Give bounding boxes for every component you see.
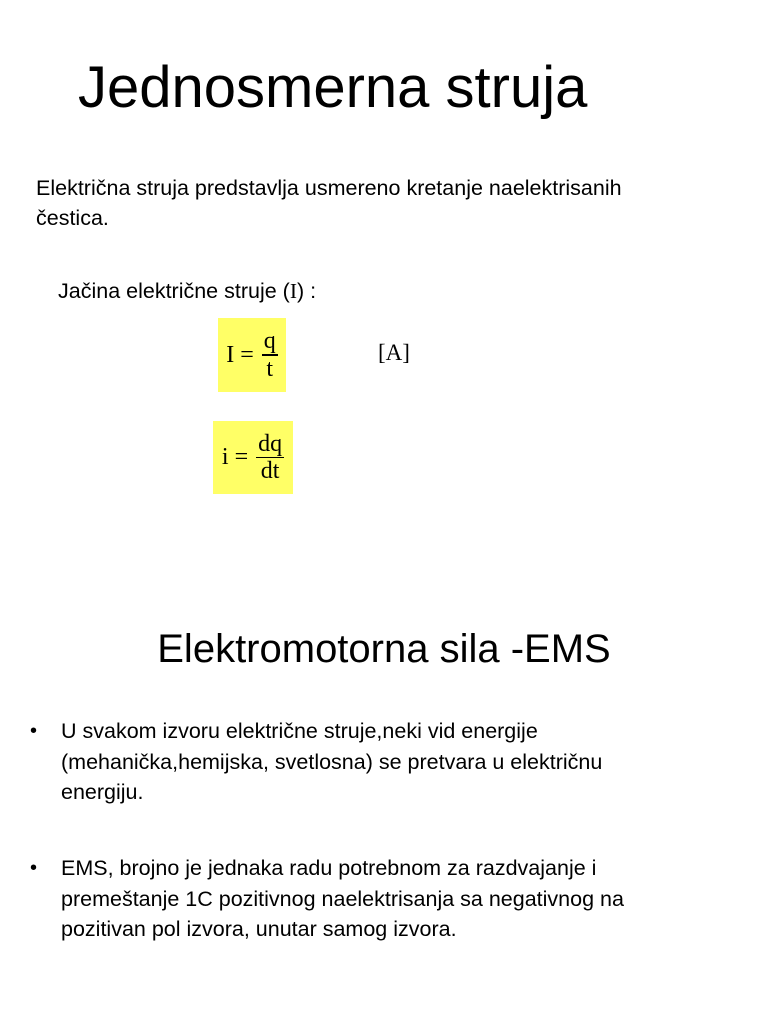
section-title: Elektromotorna sila -EMS bbox=[157, 627, 611, 671]
formula-denominator: t bbox=[266, 355, 274, 382]
bullet-line: pozitivan pol izvora, unutar samog izvora. bbox=[61, 917, 457, 941]
unit-label: [A] bbox=[378, 340, 410, 365]
intro-paragraph bbox=[36, 173, 746, 233]
formula-current-instantaneous bbox=[213, 421, 293, 494]
bullet-text bbox=[61, 716, 751, 808]
bullet-line: (mehanička,hemijska, svetlosna) se pretvara u električnu bbox=[61, 749, 603, 774]
intro-line-1: Električna struja predstavlja usmereno kretanje naelektrisanih bbox=[36, 176, 622, 200]
formula-numerator: q bbox=[263, 328, 276, 355]
formula-numerator: dq bbox=[258, 430, 283, 457]
current-label-suffix: ) : bbox=[297, 279, 317, 303]
current-label bbox=[58, 276, 316, 306]
formula-equals: = bbox=[240, 341, 254, 368]
current-label-prefix: Jačina električne struje ( bbox=[58, 279, 290, 303]
formula-lhs: i bbox=[221, 444, 229, 470]
formula-denominator: dt bbox=[260, 458, 280, 485]
formula-equals: = bbox=[234, 444, 249, 470]
bullet-line: U svakom izvoru električne struje,neki vid energije bbox=[61, 719, 538, 743]
current-symbol: I bbox=[289, 279, 297, 303]
page-title: Jednosmerna struja bbox=[78, 55, 588, 120]
bullet-marker: • bbox=[30, 857, 38, 879]
bullet-line: premeštanje 1C pozitivnog naelektrisanja sa negativnog na bbox=[61, 886, 624, 911]
formula-fraction bbox=[256, 431, 284, 484]
bullet-line: energiju. bbox=[61, 780, 144, 804]
bullet-marker: • bbox=[30, 720, 38, 742]
formula-current-average bbox=[218, 318, 286, 392]
formula-fraction bbox=[262, 328, 278, 381]
intro-line-2: čestica. bbox=[36, 206, 109, 230]
formula-lhs: I bbox=[226, 341, 235, 368]
bullet-line: EMS, brojno je jednaka radu potrebnom za razdvajanje i bbox=[61, 856, 597, 880]
bullet-text bbox=[61, 853, 751, 945]
